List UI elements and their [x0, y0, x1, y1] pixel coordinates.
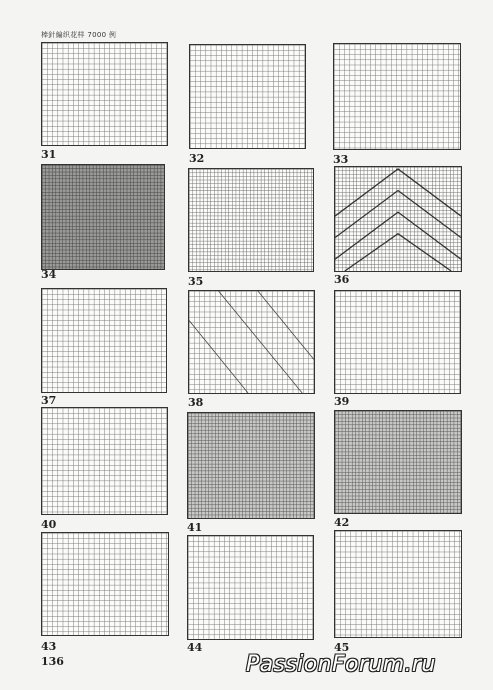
knitting-chart-37: [41, 288, 167, 393]
pattern-number: 39: [334, 395, 350, 408]
pattern-number: 38: [188, 396, 204, 409]
pattern-number: 42: [334, 516, 350, 529]
pattern-number: 36: [334, 273, 350, 286]
pattern-number: 40: [41, 518, 57, 531]
pattern-number: 31: [41, 148, 57, 161]
pattern-number: 44: [187, 641, 203, 654]
knitting-chart-39: [334, 290, 461, 394]
knitting-chart-34: [41, 164, 165, 270]
knitting-chart-36: [334, 166, 462, 272]
pattern-number: 43: [41, 640, 57, 653]
knitting-chart-41: [187, 412, 315, 519]
knitting-chart-38: [188, 290, 315, 394]
knitting-chart-40: [41, 407, 168, 515]
page-header: 棒針編织花样 7000 例: [41, 31, 117, 39]
knitting-chart-44: [187, 535, 314, 640]
pattern-number: 34: [41, 268, 57, 281]
knitting-chart-43: [41, 532, 169, 636]
pattern-number: 33: [333, 153, 349, 166]
pattern-number: 45: [334, 641, 350, 654]
pattern-number: 32: [189, 152, 205, 165]
pattern-number: 41: [187, 521, 203, 534]
page-number: 136: [41, 655, 64, 668]
knitting-chart-42: [334, 410, 462, 514]
knitting-chart-35: [188, 168, 314, 272]
knitting-chart-32: [189, 44, 306, 149]
knitting-chart-45: [334, 530, 462, 638]
pattern-number: 37: [41, 394, 57, 407]
knitting-chart-31: [41, 42, 168, 146]
chevron-pattern-lines: [335, 167, 461, 271]
pattern-number: 35: [188, 275, 204, 288]
forum-watermark: PassionForum.ru: [246, 652, 436, 677]
knitting-chart-33: [333, 43, 461, 150]
diagonal-pattern-lines: [189, 291, 314, 393]
